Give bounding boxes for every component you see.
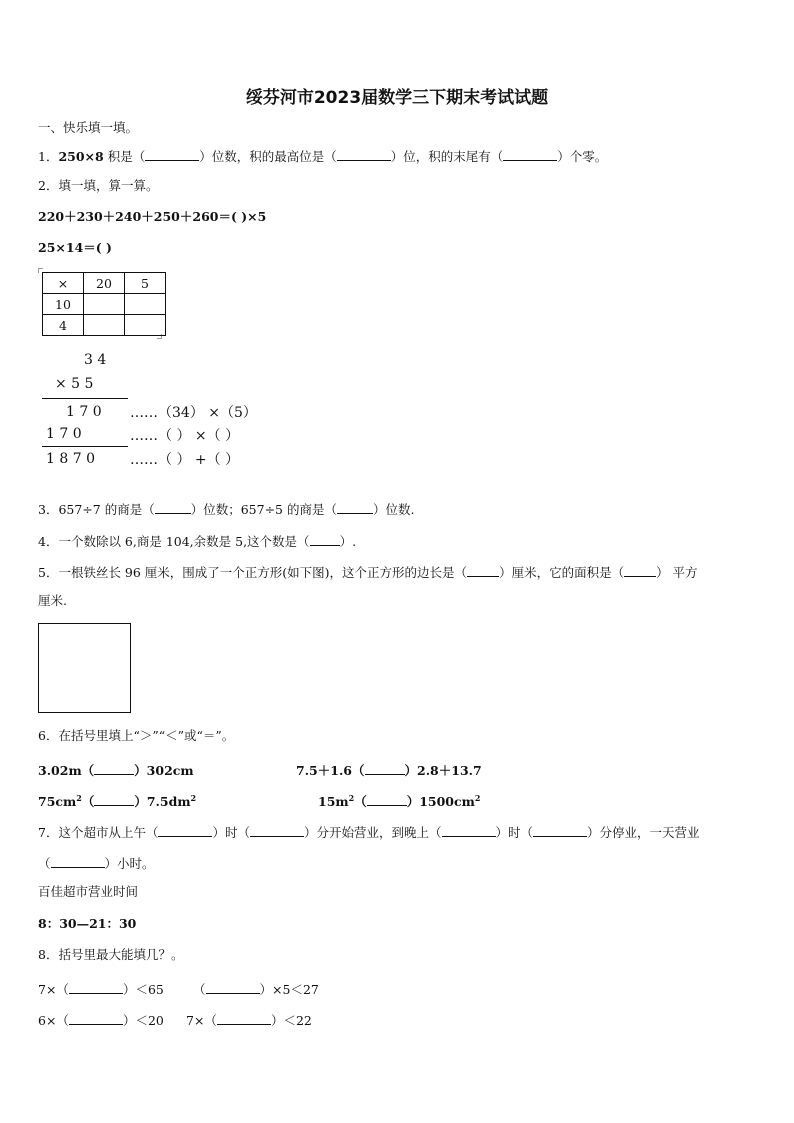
q6-item-b: [296, 762, 482, 778]
vm-top-number: 3 4: [84, 352, 107, 368]
q6-c-blank[interactable]: [94, 793, 134, 806]
q7-text-1: 这个超市从上午（: [58, 825, 159, 840]
q6-b-right: ）2.8＋13.7: [404, 763, 482, 778]
q6-item-c: [38, 793, 196, 809]
q6-d-right: ）1500cm: [406, 794, 475, 809]
q8-a-right: ）＜65: [122, 982, 164, 997]
q5-text-4: 厘米.: [38, 593, 67, 608]
grid-answer-cell[interactable]: [125, 315, 166, 336]
q1-text-4: ）个零。: [557, 149, 608, 164]
q4-text-1: 一个数除以 6,商是 104,余数是 5,这个数是（: [58, 534, 310, 549]
q6-b-blank[interactable]: [365, 762, 405, 775]
q6-d-left: 15m: [318, 794, 349, 809]
vm-rule: [42, 446, 128, 447]
section-heading: 一、快乐填一填。: [38, 120, 139, 135]
vm-sum: 1 8 7 0: [46, 451, 95, 467]
grid-answer-cell[interactable]: [84, 294, 125, 315]
q1-blank-1[interactable]: [145, 148, 199, 161]
q6-item-a: [38, 762, 194, 778]
q5-text-3: ） 平方: [656, 565, 698, 580]
q3-blank-1[interactable]: [155, 501, 191, 514]
q3-text-2: ）位数；657÷5 的商是（: [190, 502, 337, 517]
grid-cell: 4: [43, 315, 84, 336]
q7-blank-2[interactable]: [250, 824, 304, 837]
q2-line-2: 25×14＝( ): [38, 240, 112, 255]
grid-row: [43, 294, 166, 315]
grid-cell: 20: [84, 273, 125, 294]
q4-text-2: ）.: [339, 534, 357, 549]
grid-header-row: [43, 273, 166, 294]
q7-text-4: ）时（: [495, 825, 534, 840]
q1-expression: 250×8: [58, 149, 104, 164]
q7-text-2: ）时（: [212, 825, 250, 840]
q3-text-3: ）位数.: [372, 502, 415, 517]
q7-blank-1[interactable]: [158, 824, 212, 837]
q3-blank-2[interactable]: [337, 501, 373, 514]
grid-answer-cell[interactable]: [84, 315, 125, 336]
q2-intro: 填一填，算一算。: [58, 178, 159, 193]
q6-c-right: ）7.5dm: [134, 794, 191, 809]
vm-note-1: ……（34） ×（5）: [130, 405, 257, 421]
q7-blank-5[interactable]: [51, 855, 105, 868]
q5-text-1: 一根铁丝长 96 厘米，围成了一个正方形(如下图)，这个正方形的边长是（: [58, 565, 468, 580]
store-name: 百佳超市营业时间: [38, 884, 139, 899]
q6-number: 6．: [38, 728, 59, 743]
q3-number: 3．: [38, 502, 59, 517]
q6-a-right: ）302cm: [134, 763, 194, 778]
question-4: [38, 533, 356, 549]
q8-intro: 括号里最大能填几？。: [58, 947, 184, 962]
q2-line-1: 220＋230＋240＋250＋260＝( )×5: [38, 209, 267, 224]
q8-item-d: [186, 1012, 312, 1028]
q8-b-left: （: [193, 982, 206, 997]
q6-a-blank[interactable]: [94, 762, 134, 775]
q6-d-exponent: 2: [348, 792, 355, 803]
q7-text-5: ）分停业，一天营业: [587, 825, 700, 840]
q8-c-blank[interactable]: [69, 1012, 123, 1025]
q8-b-blank[interactable]: [206, 981, 260, 994]
q7-text-7: ）小时。: [104, 856, 155, 871]
q1-text-2: ）位数，积的最高位是（: [199, 149, 337, 164]
q6-item-d: [318, 793, 480, 809]
q1-text-1: 积是（: [107, 149, 146, 164]
q6-a-left: 3.02m（: [38, 763, 95, 778]
q1-text-3: ）位，积的末尾有（: [390, 149, 504, 164]
question-7: [38, 824, 700, 840]
multiplication-grid: [42, 272, 166, 336]
q7-text-3: ）分开始营业，到晚上（: [303, 825, 442, 840]
page-title: 绥芬河市2023届数学三下期末考试试题: [245, 88, 549, 108]
q1-blank-3[interactable]: [503, 148, 557, 161]
question-2: [38, 180, 158, 193]
q6-d-mid: （: [354, 794, 367, 809]
q6-c-mid: （: [81, 794, 95, 809]
q8-d-left: 7×（: [186, 1013, 217, 1028]
q6-c-exponent: 2: [76, 792, 82, 803]
q6-intro: 在括号里填上“＞”“＜”或“＝”。: [58, 728, 235, 743]
vm-note-2: ……（ ） ×（ ）: [130, 428, 240, 444]
q1-blank-2[interactable]: [337, 148, 391, 161]
grid-answer-cell[interactable]: [125, 294, 166, 315]
vm-note-3: ……（ ） +（ ）: [130, 452, 240, 468]
q8-d-blank[interactable]: [217, 1012, 271, 1025]
vm-rule: [42, 398, 128, 399]
q8-a-blank[interactable]: [69, 981, 123, 994]
question-6: [38, 730, 234, 743]
vm-partial-1: 1 7 0: [66, 404, 102, 420]
grid-cell: 5: [125, 273, 166, 294]
store-hours: 8：30—21：30: [38, 916, 137, 931]
question-5: [38, 564, 698, 580]
q8-item-b: [193, 981, 319, 997]
q5-blank-2[interactable]: [624, 564, 656, 577]
q7-blank-3[interactable]: [442, 824, 496, 837]
q6-b-left: 7.5＋1.6（: [296, 763, 365, 778]
vm-multiplier: × 5 5: [55, 376, 94, 392]
q8-a-left: 7×（: [38, 982, 69, 997]
question-8: [38, 949, 183, 962]
square-figure: [38, 623, 131, 713]
q7-number: 7．: [38, 825, 59, 840]
q6-c-left: 75cm: [38, 794, 77, 809]
question-3: [38, 501, 414, 517]
q8-d-right: ）＜22: [270, 1013, 312, 1028]
q5-blank-1[interactable]: [467, 564, 499, 577]
q6-d-right-exponent: 2: [474, 792, 481, 803]
question-1: [38, 148, 607, 164]
q6-d-blank[interactable]: [367, 793, 407, 806]
q8-item-a: [38, 981, 164, 997]
q7-blank-4[interactable]: [533, 824, 587, 837]
q8-c-left: 6×（: [38, 1013, 69, 1028]
q4-number: 4．: [38, 534, 59, 549]
q1-number: 1．: [38, 149, 59, 164]
q8-item-c: [38, 1012, 164, 1028]
grid-row: [43, 315, 166, 336]
q8-c-right: ）＜20: [122, 1013, 164, 1028]
grid-cell: ×: [43, 273, 84, 294]
q4-blank[interactable]: [310, 533, 340, 546]
q7-line-2: [38, 855, 155, 871]
q5-text-2: ）厘米，它的面积是（: [499, 565, 625, 580]
q7-text-6: （: [38, 856, 51, 871]
grid-cell: 10: [43, 294, 84, 315]
q8-number: 8．: [38, 947, 59, 962]
vm-partial-2: 1 7 0: [46, 426, 82, 442]
q5-number: 5．: [38, 565, 59, 580]
q6-c-right-exponent: 2: [190, 792, 197, 803]
q8-b-right: ）×5＜27: [259, 982, 319, 997]
q3-text-1: 657÷7 的商是（: [58, 502, 155, 517]
q2-number: 2．: [38, 178, 59, 193]
